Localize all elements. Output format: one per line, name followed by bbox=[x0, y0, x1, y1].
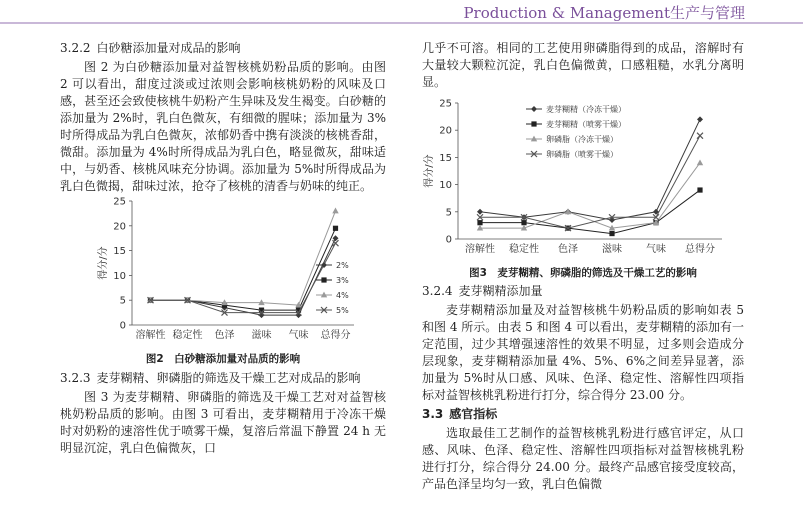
x-tick-label: 色泽 bbox=[214, 330, 235, 341]
y-tick-label: 10 bbox=[439, 180, 452, 192]
series-3 bbox=[147, 208, 338, 308]
paragraph-3-2-2: 图 2 为白砂糖添加量对益智核桃奶粉品质的影响。由图 2 可以看出，甜度过淡或过浓则会影响核桃奶粉的风味及口感，甚至还会致使核桃牛奶粉产生异味及发生褐变。白砂糖的添加量为 2%时，乳白色微灰，有细微的腥味；添加量为 3%时所得成品为乳白色微灰，浓郁奶香中携有淡淡的核桃香甜，微甜。添加量为 4%时所得成品为乳白色，略显微灰，甜味适中，与奶香、核桃风味充分协调。添加量为 5%时所得成品为乳白色微揭，甜味过浓，抢夺了核桃的清香与奶味的纯正。 bbox=[60, 60, 386, 193]
x-tick-label: 溶解性 bbox=[465, 244, 495, 255]
data-point bbox=[697, 187, 702, 192]
series-3 bbox=[477, 159, 703, 230]
data-point bbox=[697, 116, 703, 122]
data-point bbox=[258, 299, 264, 305]
series-2 bbox=[477, 187, 702, 236]
data-point bbox=[333, 226, 338, 231]
right-column bbox=[422, 40, 744, 493]
y-tick-label: 25 bbox=[439, 98, 452, 110]
section-number: 3.3 bbox=[422, 407, 444, 421]
y-tick-label: 15 bbox=[439, 152, 452, 164]
legend-label: 卵磷脂（喷雾干燥） bbox=[546, 150, 618, 159]
series-1 bbox=[477, 116, 703, 223]
paragraph-3-2-4: 麦芽糊精添加量及对益智核桃牛奶粉品质的影响如表 5 和图 4 所示。由表 5 和图 4 可以看出，麦芽糊精的添加有一定范围，过少其增强速溶性的效果不明显，过多则会造成分层现象，麦芽糊精添加量 4%、5%、6%之间差异显著，添加量为 5%时从口感、风味、色泽、稳定性、溶解性四项指标对益智核桃乳粉进行打分，综合得分 23.00 分。 bbox=[422, 303, 744, 402]
data-point bbox=[477, 209, 483, 215]
series-4 bbox=[148, 240, 339, 315]
x-tick-label: 溶解性 bbox=[135, 330, 166, 341]
data-point bbox=[697, 133, 703, 139]
legend-label: 麦芽糊精（喷雾干燥） bbox=[546, 120, 626, 129]
legend-marker bbox=[531, 106, 537, 112]
data-point bbox=[697, 159, 703, 165]
section-number: 3.2.2 bbox=[60, 41, 91, 55]
y-tick-label: 25 bbox=[113, 196, 126, 208]
section-title: 麦芽糊精添加量 bbox=[458, 284, 543, 298]
y-tick-label: 5 bbox=[119, 295, 126, 307]
x-tick-label: 稳定性 bbox=[172, 330, 203, 341]
data-point bbox=[477, 220, 482, 225]
paragraph-3-2-3: 图 3 为麦芽糊精、卵磷脂的筛选及干燥工艺对对益智核桃奶粉品质的影响。由图 3 可看出，麦芽糊精用于冷冻干燥时对奶粉的速溶性优于喷雾干燥，复溶后常温下静置 24 h 无明显沉淀，乳白色偏微灰，口 bbox=[60, 390, 386, 455]
page-header bbox=[0, 0, 803, 24]
data-point bbox=[609, 231, 614, 236]
x-tick-label: 气味 bbox=[288, 330, 309, 341]
data-point bbox=[332, 208, 338, 214]
section-3-2-3-heading bbox=[60, 370, 386, 387]
section-3-3-heading bbox=[422, 406, 744, 423]
legend-label: 麦芽糊精（冷冻干燥） bbox=[546, 105, 626, 114]
section-number: 3.2.4 bbox=[422, 284, 453, 298]
y-tick-label: 20 bbox=[439, 125, 452, 137]
y-tick-label: 20 bbox=[113, 221, 126, 233]
series-line bbox=[151, 211, 336, 305]
legend-label: 4% bbox=[336, 291, 349, 300]
x-tick-label: 稳定性 bbox=[509, 244, 539, 255]
y-tick-label: 5 bbox=[445, 207, 452, 219]
section-title: 麦芽糊精、卵磷脂的筛选及干燥工艺对成品的影响 bbox=[96, 371, 361, 385]
series-line bbox=[151, 238, 336, 315]
figure-3-chart bbox=[422, 95, 744, 261]
header-rule bbox=[0, 22, 803, 24]
series-line bbox=[480, 163, 700, 228]
legend-label: 卵磷脂（冷冻干燥） bbox=[546, 135, 618, 144]
series-2 bbox=[148, 226, 338, 313]
legend-label: 3% bbox=[336, 276, 349, 285]
x-tick-label: 总得分 bbox=[685, 244, 715, 255]
x-tick-label: 滋味 bbox=[251, 330, 272, 341]
series-line bbox=[151, 228, 336, 310]
x-tick-label: 滋味 bbox=[602, 244, 622, 255]
y-tick-label: 15 bbox=[113, 246, 126, 258]
section-3-2-4-heading bbox=[422, 283, 744, 300]
figure-3 bbox=[422, 95, 744, 280]
figure-2-caption: 图2 白砂糖添加量对品质的影响 bbox=[145, 353, 301, 365]
x-tick-label: 气味 bbox=[646, 244, 666, 255]
legend bbox=[526, 104, 626, 159]
y-axis-label: 得分/分 bbox=[98, 246, 109, 280]
section-number: 3.2.3 bbox=[60, 371, 91, 385]
data-point bbox=[521, 220, 526, 225]
legend-marker bbox=[531, 121, 536, 126]
left-column bbox=[60, 40, 386, 457]
y-tick-label: 10 bbox=[113, 270, 126, 282]
figure-2-chart bbox=[60, 195, 386, 347]
section-title: 感官指标 bbox=[449, 407, 498, 421]
y-tick-label: 0 bbox=[119, 320, 126, 332]
figure-2 bbox=[60, 195, 386, 366]
paragraph-3-2-3-continued: 几乎不可溶。相同的工艺使用卵磷脂得到的成品，溶解时有大量较大颗粒沉淀，乳白色偏微黄，口感粗糙，水乳分离明显。 bbox=[422, 41, 744, 89]
legend-marker bbox=[321, 277, 326, 282]
y-tick-label: 0 bbox=[445, 234, 452, 246]
y-axis-label: 得分/分 bbox=[424, 154, 435, 188]
section-3-2-2-heading bbox=[60, 40, 386, 57]
x-tick-label: 总得分 bbox=[320, 330, 351, 341]
legend-label: 5% bbox=[336, 306, 349, 315]
paragraph-3-3: 选取最佳工艺制作的益智核桃乳粉进行感官评定，从口感、风味、色泽、稳定性、溶解性四项指标对益智核桃乳粉进行打分，综合得分 24.00 分。最终产品感官接受度较高，产品色泽呈均匀一致，乳白色偏微 bbox=[422, 426, 744, 491]
x-tick-label: 色泽 bbox=[558, 244, 578, 255]
section-title: 白砂糖添加量对成品的影响 bbox=[96, 41, 241, 55]
legend-label: 2% bbox=[336, 261, 349, 270]
figure-3-caption: 图3 麦芽糊精、卵磷脂的筛选及干燥工艺的影响 bbox=[469, 267, 697, 279]
journal-section-title: Production & Management生产与管理 bbox=[463, 4, 745, 22]
